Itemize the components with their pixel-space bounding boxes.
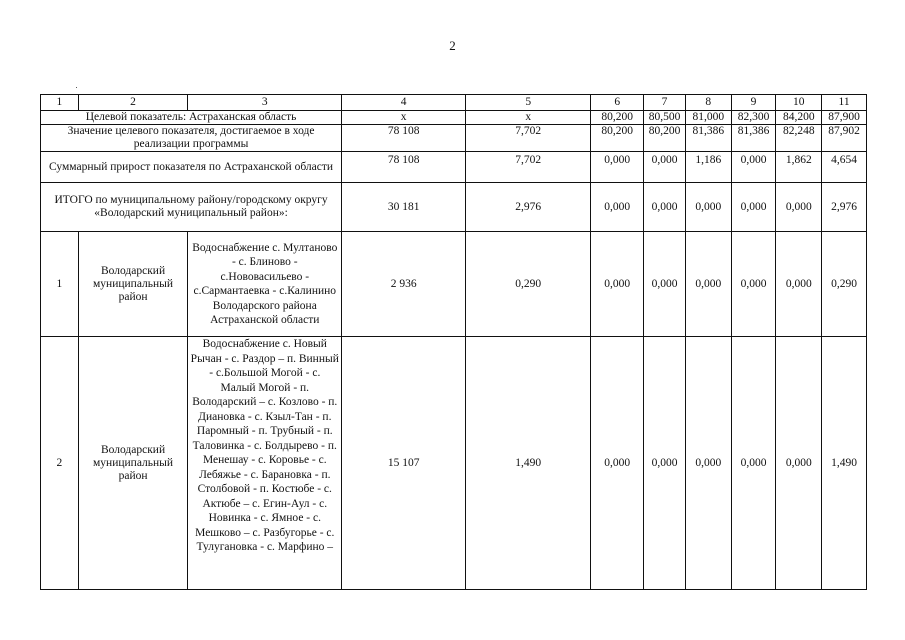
- header-cell: 11: [822, 95, 867, 111]
- cell-value: 0,000: [685, 337, 731, 590]
- cell-value: 0,000: [644, 232, 686, 337]
- cell-value: 0,000: [644, 337, 686, 590]
- cell-value: 0,000: [591, 232, 644, 337]
- header-cell: 6: [591, 95, 644, 111]
- header-cell: 5: [466, 95, 591, 111]
- header-cell: 9: [731, 95, 776, 111]
- cell-value: 82,248: [776, 125, 822, 152]
- header-row: [41, 95, 867, 111]
- row-label: ИТОГО по муниципальному району/городскому округу «Володарский муниципальный район»:: [41, 183, 342, 232]
- cell-value: 0,290: [822, 232, 867, 337]
- table-row-target: [41, 111, 867, 125]
- cell-value: 0,000: [591, 337, 644, 590]
- cell-col4: 15 107: [342, 337, 466, 590]
- header-cell: 4: [342, 95, 466, 111]
- cell-col5: x: [466, 111, 591, 125]
- scan-speck: [76, 87, 77, 88]
- row-number: 2: [41, 337, 79, 590]
- cell-value: 81,386: [731, 125, 776, 152]
- cell-value: 1,490: [822, 337, 867, 590]
- header-cell: 2: [78, 95, 188, 111]
- cell-value: 0,000: [685, 183, 731, 232]
- cell-col4: 78 108: [342, 152, 466, 183]
- cell-col4: 30 181: [342, 183, 466, 232]
- cell-value: 0,000: [776, 232, 822, 337]
- header-cell: 10: [776, 95, 822, 111]
- cell-value: 81,386: [685, 125, 731, 152]
- cell-value: 80,200: [644, 125, 686, 152]
- header-cell: 7: [644, 95, 686, 111]
- cell-value: 80,500: [644, 111, 686, 125]
- header-cell: 3: [188, 95, 342, 111]
- cell-col5: 2,976: [466, 183, 591, 232]
- cell-value: 0,000: [776, 337, 822, 590]
- cell-value: 0,000: [731, 337, 776, 590]
- project-description: Водоснабжение с. Новый Рычан - с. Раздор – п. Винный - с.Большой Могой - с. Малый Могой - п. Володарский – с. Козлово - п. Диановка - с. Кзыл-Тан - п. Паромный - п. Трубный - п. Таловинка - с. Болдырево - п. Менешау - с. Коровье - с. Лебяжье - с. Барановка - п. Столбовой - п. Костюбе - с. Актюбе – с. Егин-Аул - с. Новинка - с. Ямное - с. Мешково – с. Разбугорье - с. Тулугановка - с. Марфино –: [188, 337, 342, 590]
- target-indicator-table: [40, 94, 867, 590]
- cell-value: 0,000: [731, 232, 776, 337]
- cell-value: 0,000: [731, 152, 776, 183]
- cell-value: 87,902: [822, 125, 867, 152]
- cell-col4: x: [342, 111, 466, 125]
- district-name: Володарский муниципальный район: [78, 232, 188, 337]
- cell-value: 80,200: [591, 111, 644, 125]
- cell-value: 2,976: [822, 183, 867, 232]
- cell-value: 0,000: [644, 152, 686, 183]
- cell-value: 82,300: [731, 111, 776, 125]
- cell-value: 0,000: [685, 232, 731, 337]
- header-cell: 8: [685, 95, 731, 111]
- project-description: Водоснабжение с. Мултаново - с. Блиново - с.Нововасильево - с.Сармантаевка - с.Калинино Володарского района Астраханской области: [188, 232, 342, 337]
- cell-value: 0,000: [591, 152, 644, 183]
- cell-value: 1,186: [685, 152, 731, 183]
- district-name: Володарский муниципальный район: [78, 337, 188, 590]
- table-row: [41, 232, 867, 337]
- cell-value: 4,654: [822, 152, 867, 183]
- header-cell: 1: [41, 95, 79, 111]
- page-number: 2: [449, 38, 456, 53]
- cell-value: 0,000: [591, 183, 644, 232]
- row-label: Значение целевого показателя, достигаемое в ходе реализации программы: [41, 125, 342, 152]
- cell-value: 80,200: [591, 125, 644, 152]
- cell-value: 1,862: [776, 152, 822, 183]
- cell-col5: 1,490: [466, 337, 591, 590]
- cell-value: 0,000: [731, 183, 776, 232]
- cell-col5: 7,702: [466, 125, 591, 152]
- cell-col4: 2 936: [342, 232, 466, 337]
- row-number: 1: [41, 232, 79, 337]
- table-row-sum: [41, 152, 867, 183]
- table-row: [41, 337, 867, 590]
- cell-value: 0,000: [776, 183, 822, 232]
- cell-value: 84,200: [776, 111, 822, 125]
- row-label: Суммарный прирост показателя по Астраханской области: [41, 152, 342, 183]
- cell-value: 87,900: [822, 111, 867, 125]
- row-label: Целевой показатель: Астраханская область: [41, 111, 342, 125]
- cell-value: 0,000: [644, 183, 686, 232]
- cell-col4: 78 108: [342, 125, 466, 152]
- table-row-total: [41, 183, 867, 232]
- cell-value: 81,000: [685, 111, 731, 125]
- table-row-value: [41, 125, 867, 152]
- cell-col5: 0,290: [466, 232, 591, 337]
- cell-col5: 7,702: [466, 152, 591, 183]
